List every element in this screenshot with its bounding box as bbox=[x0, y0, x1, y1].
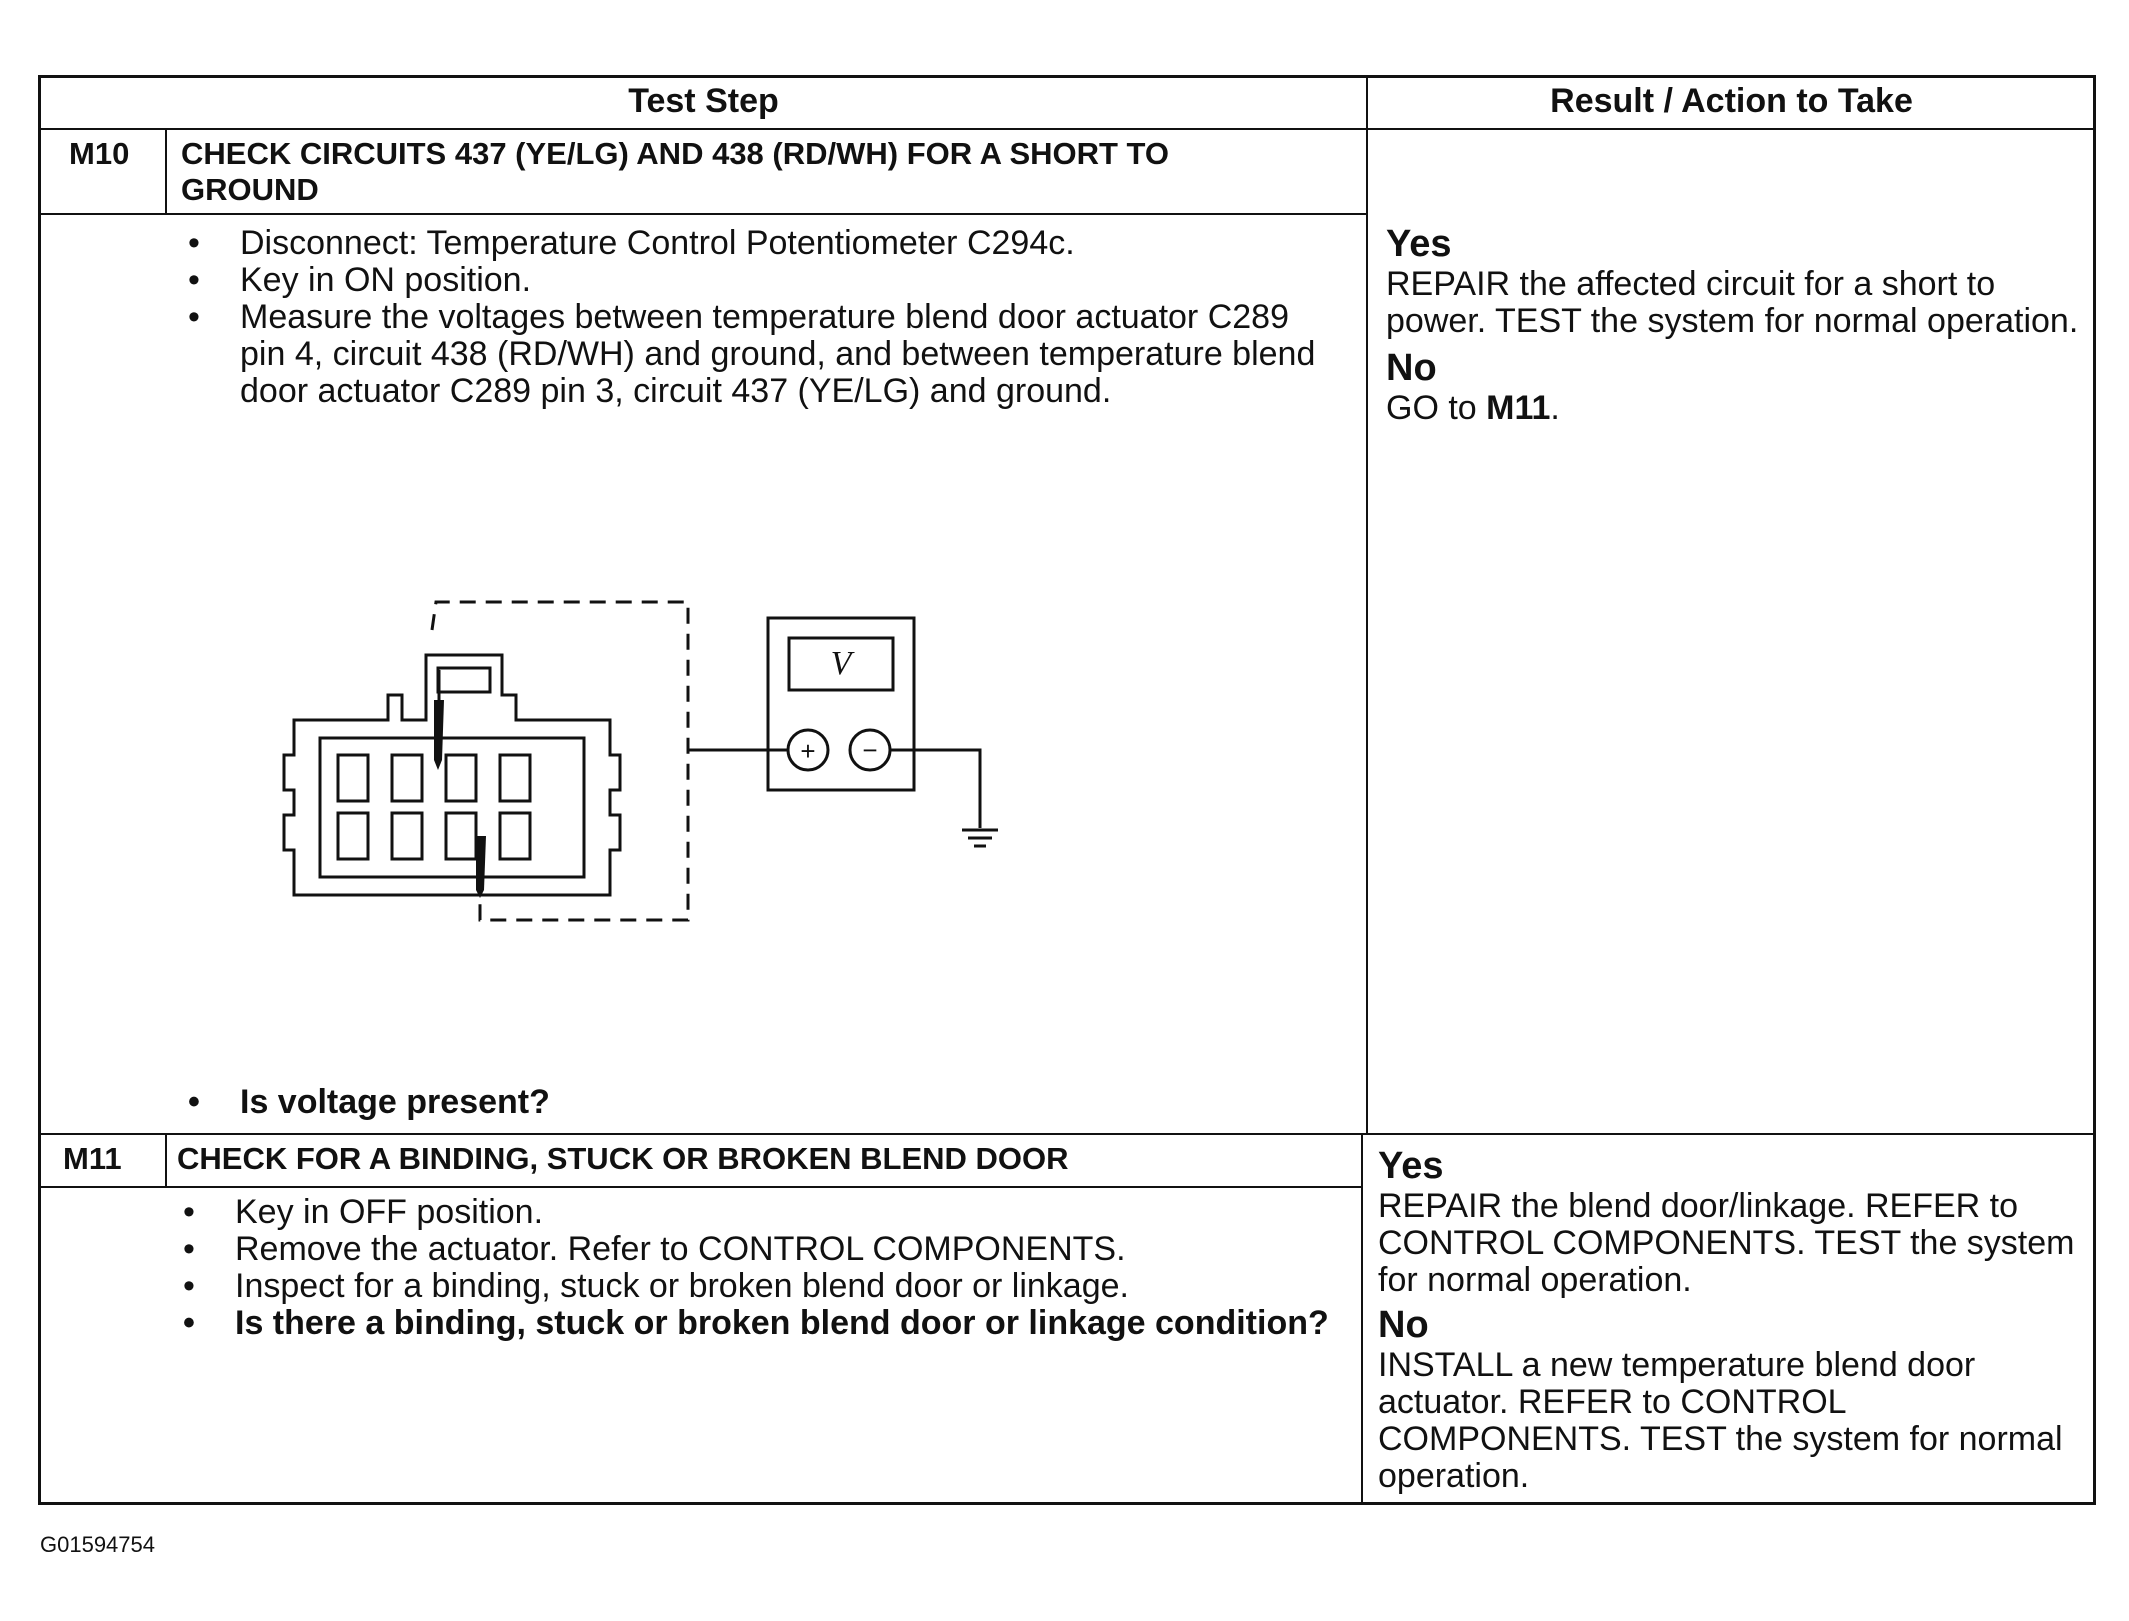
no-label: No bbox=[1378, 1304, 1429, 1346]
question-text: • Is voltage present? bbox=[178, 1084, 1338, 1121]
step-m10-question bbox=[178, 1084, 1338, 1121]
figure-code: G01594754 bbox=[40, 1532, 155, 1557]
list-item: • Disconnect: Temperature Control Potentiometer C294c. bbox=[178, 225, 1338, 262]
result-m10 bbox=[1386, 222, 2086, 427]
voltmeter-label: V bbox=[830, 645, 852, 682]
list-item: • Inspect for a binding, stuck or broken blend door or linkage. bbox=[173, 1268, 1343, 1305]
rule-id-column bbox=[165, 128, 167, 214]
step-m11-instructions bbox=[173, 1194, 1343, 1342]
step-title-m10: CHECK CIRCUITS 437 (YE/LG) AND 438 (RD/WH) FOR A SHORT TO GROUND bbox=[181, 136, 1170, 207]
no-action: INSTALL a new temperature blend door actuator. REFER to CONTROL COMPONENTS. TEST the system for normal operation. bbox=[1378, 1346, 2063, 1495]
rule-result-column-m11 bbox=[1361, 1133, 1363, 1503]
list-item: • Key in OFF position. bbox=[173, 1194, 1343, 1231]
header-test-step: Test Step bbox=[628, 82, 779, 120]
rule-result-column bbox=[1366, 78, 1368, 1134]
list-item: • Remove the actuator. Refer to CONTROL COMPONENTS. bbox=[173, 1231, 1343, 1268]
yes-action: REPAIR the blend door/linkage. REFER to CONTROL COMPONENTS. TEST the system for normal operation. bbox=[1378, 1187, 2075, 1299]
rule-between-steps bbox=[41, 1133, 2093, 1135]
rule-id-column-m11 bbox=[165, 1133, 167, 1187]
yes-action: REPAIR the affected circuit for a short to power. TEST the system for normal operation. bbox=[1386, 265, 2079, 340]
minus-terminal-symbol: − bbox=[862, 735, 878, 765]
rule-below-m10-title bbox=[41, 213, 1366, 215]
list-item: • Key in ON position. bbox=[178, 262, 1338, 299]
yes-label: Yes bbox=[1378, 1145, 1444, 1187]
rule-below-header bbox=[41, 128, 2093, 130]
no-label: No bbox=[1386, 347, 1437, 389]
step-title-m11: CHECK FOR A BINDING, STUCK OR BROKEN BLEND DOOR bbox=[177, 1141, 1069, 1176]
step-id-m11: M11 bbox=[63, 1141, 122, 1176]
voltmeter-connector-diagram bbox=[280, 600, 1040, 960]
list-item: • Measure the voltages between temperature blend door actuator C289 pin 4, circuit 438 (RD/WH) and ground, and between temperature blend door actuator C289 pin 3, circuit 437 (YE/LG) and ground. bbox=[178, 299, 1338, 410]
ground-icon bbox=[962, 830, 998, 846]
step-m10-instructions bbox=[178, 225, 1338, 410]
yes-label: Yes bbox=[1386, 223, 1452, 265]
rule-below-m11-title bbox=[41, 1186, 1361, 1188]
result-m11 bbox=[1378, 1144, 2088, 1495]
question-text: • Is there a binding, stuck or broken blend door or linkage condition? bbox=[173, 1305, 1343, 1342]
header-result-action: Result / Action to Take bbox=[1550, 82, 1913, 120]
step-id-m10: M10 bbox=[69, 136, 130, 171]
no-action: GO to M11. bbox=[1386, 389, 1560, 427]
go-to-step-link: M11 bbox=[1486, 389, 1551, 427]
plus-terminal-symbol: + bbox=[800, 736, 816, 766]
